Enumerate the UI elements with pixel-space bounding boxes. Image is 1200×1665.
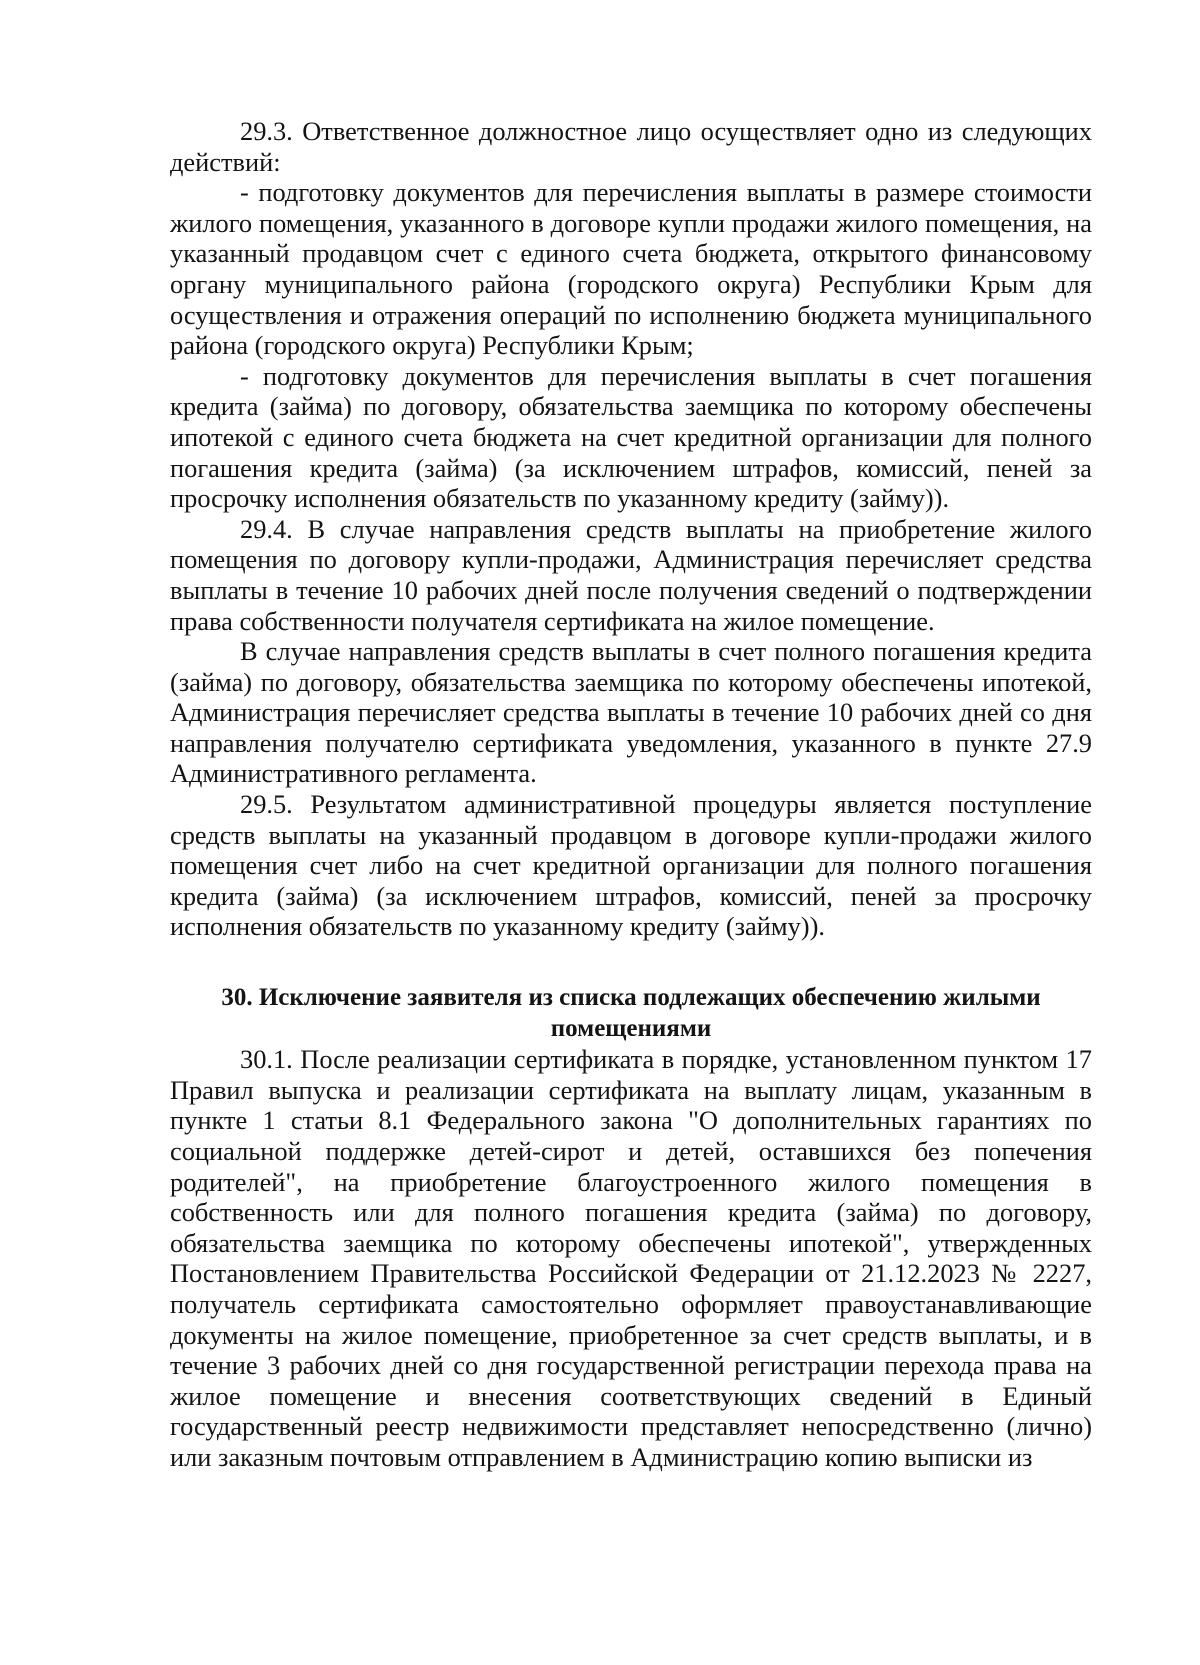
section-heading-30: 30. Исключение заявителя из списка подлежащих обеспечению жилыми помещениями <box>221 984 1041 1042</box>
paragraph-29-4: 29.4. В случае направления средств выплаты на приобретение жилого помещения по договору купли-продажи, Администрация перечисляет средства выплаты в течение 10 рабочих дней после получения сведений о подтверждении права собственности получателя сертификата на жилое помещение. <box>170 513 1092 636</box>
section-spacer <box>170 942 1092 960</box>
paragraph-30-1: 30.1. После реализации сертификата в порядке, установленном пунктом 17 Правил выпуска и реализации сертификата на выплату лицам, указанным в пункте 1 статьи 8.1 Федерального закона "О дополнительных гарантиях по социальной поддержке детей-сирот и детей, оставшихся без попечения родителей", на приобретение благоустроенного жилого помещения в собственность или для полного погашения кредита (займа) по договору, обязательства заемщика по которому обеспечены ипотекой", утвержденных Постановлением Правительства Российской Федерации от 21.12.2023 № 2227, получатель сертификата самостоятельно оформляет правоустанавливающие документы на жилое помещение, приобретенное за счет средств выплаты, и в течение 3 рабочих дней со дня государственной регистрации перехода права на жилое помещение и внесения соответствующих сведений в Единый государственный реестр недвижимости представляет непосредственно (лично) или заказным почтовым отправлением в Администрацию копию выписки из <box>170 1044 1092 1472</box>
paragraph-29-4-continued: В случае направления средств выплаты в счет полного погашения кредита (займа) по договору, обязательства заемщика по которому обеспечены ипотекой, Администрация перечисляет средства выплаты в течение 10 рабочих дней со дня направления получателю сертификата уведомления, указанного в пункте 27.9 Административного регламента. <box>170 636 1092 789</box>
paragraph-29-3-item-1: - подготовку документов для перечисления выплаты в размере стоимости жилого помещения, указанного в договоре купли продажи жилого помещения, на указанный продавцом счет с единого счета бюджета, открытого финансовому органу муниципального района (городского округа) Республики Крым для осуществления и отражения операций по исполнению бюджета муниципального района (городского округа) Республики Крым; <box>170 177 1092 361</box>
document-body <box>170 116 1092 1473</box>
paragraph-29-3-item-2: - подготовку документов для перечисления выплаты в счет погашения кредита (займа) по договору, обязательства заемщика по которому обеспечены ипотекой с единого счета бюджета на счет кредитной организации для полного погашения кредита (займа) (за исключением штрафов, комиссий, пеней за просрочку исполнения обязательств по указанному кредиту (займу)). <box>170 360 1092 514</box>
paragraph-29-3: 29.3. Ответственное должностное лицо осуществляет одно из следующих действий: <box>170 116 1092 177</box>
paragraph-29-5: 29.5. Результатом административной процедуры является поступление средств выплаты на указанный продавцом в договоре купли-продажи жилого помещения счет либо на счет кредитной организации для полного погашения кредита (займа) (за исключением штрафов, комиссий, пеней за просрочку исполнения обязательств по указанному кредиту (займу)). <box>170 789 1092 942</box>
